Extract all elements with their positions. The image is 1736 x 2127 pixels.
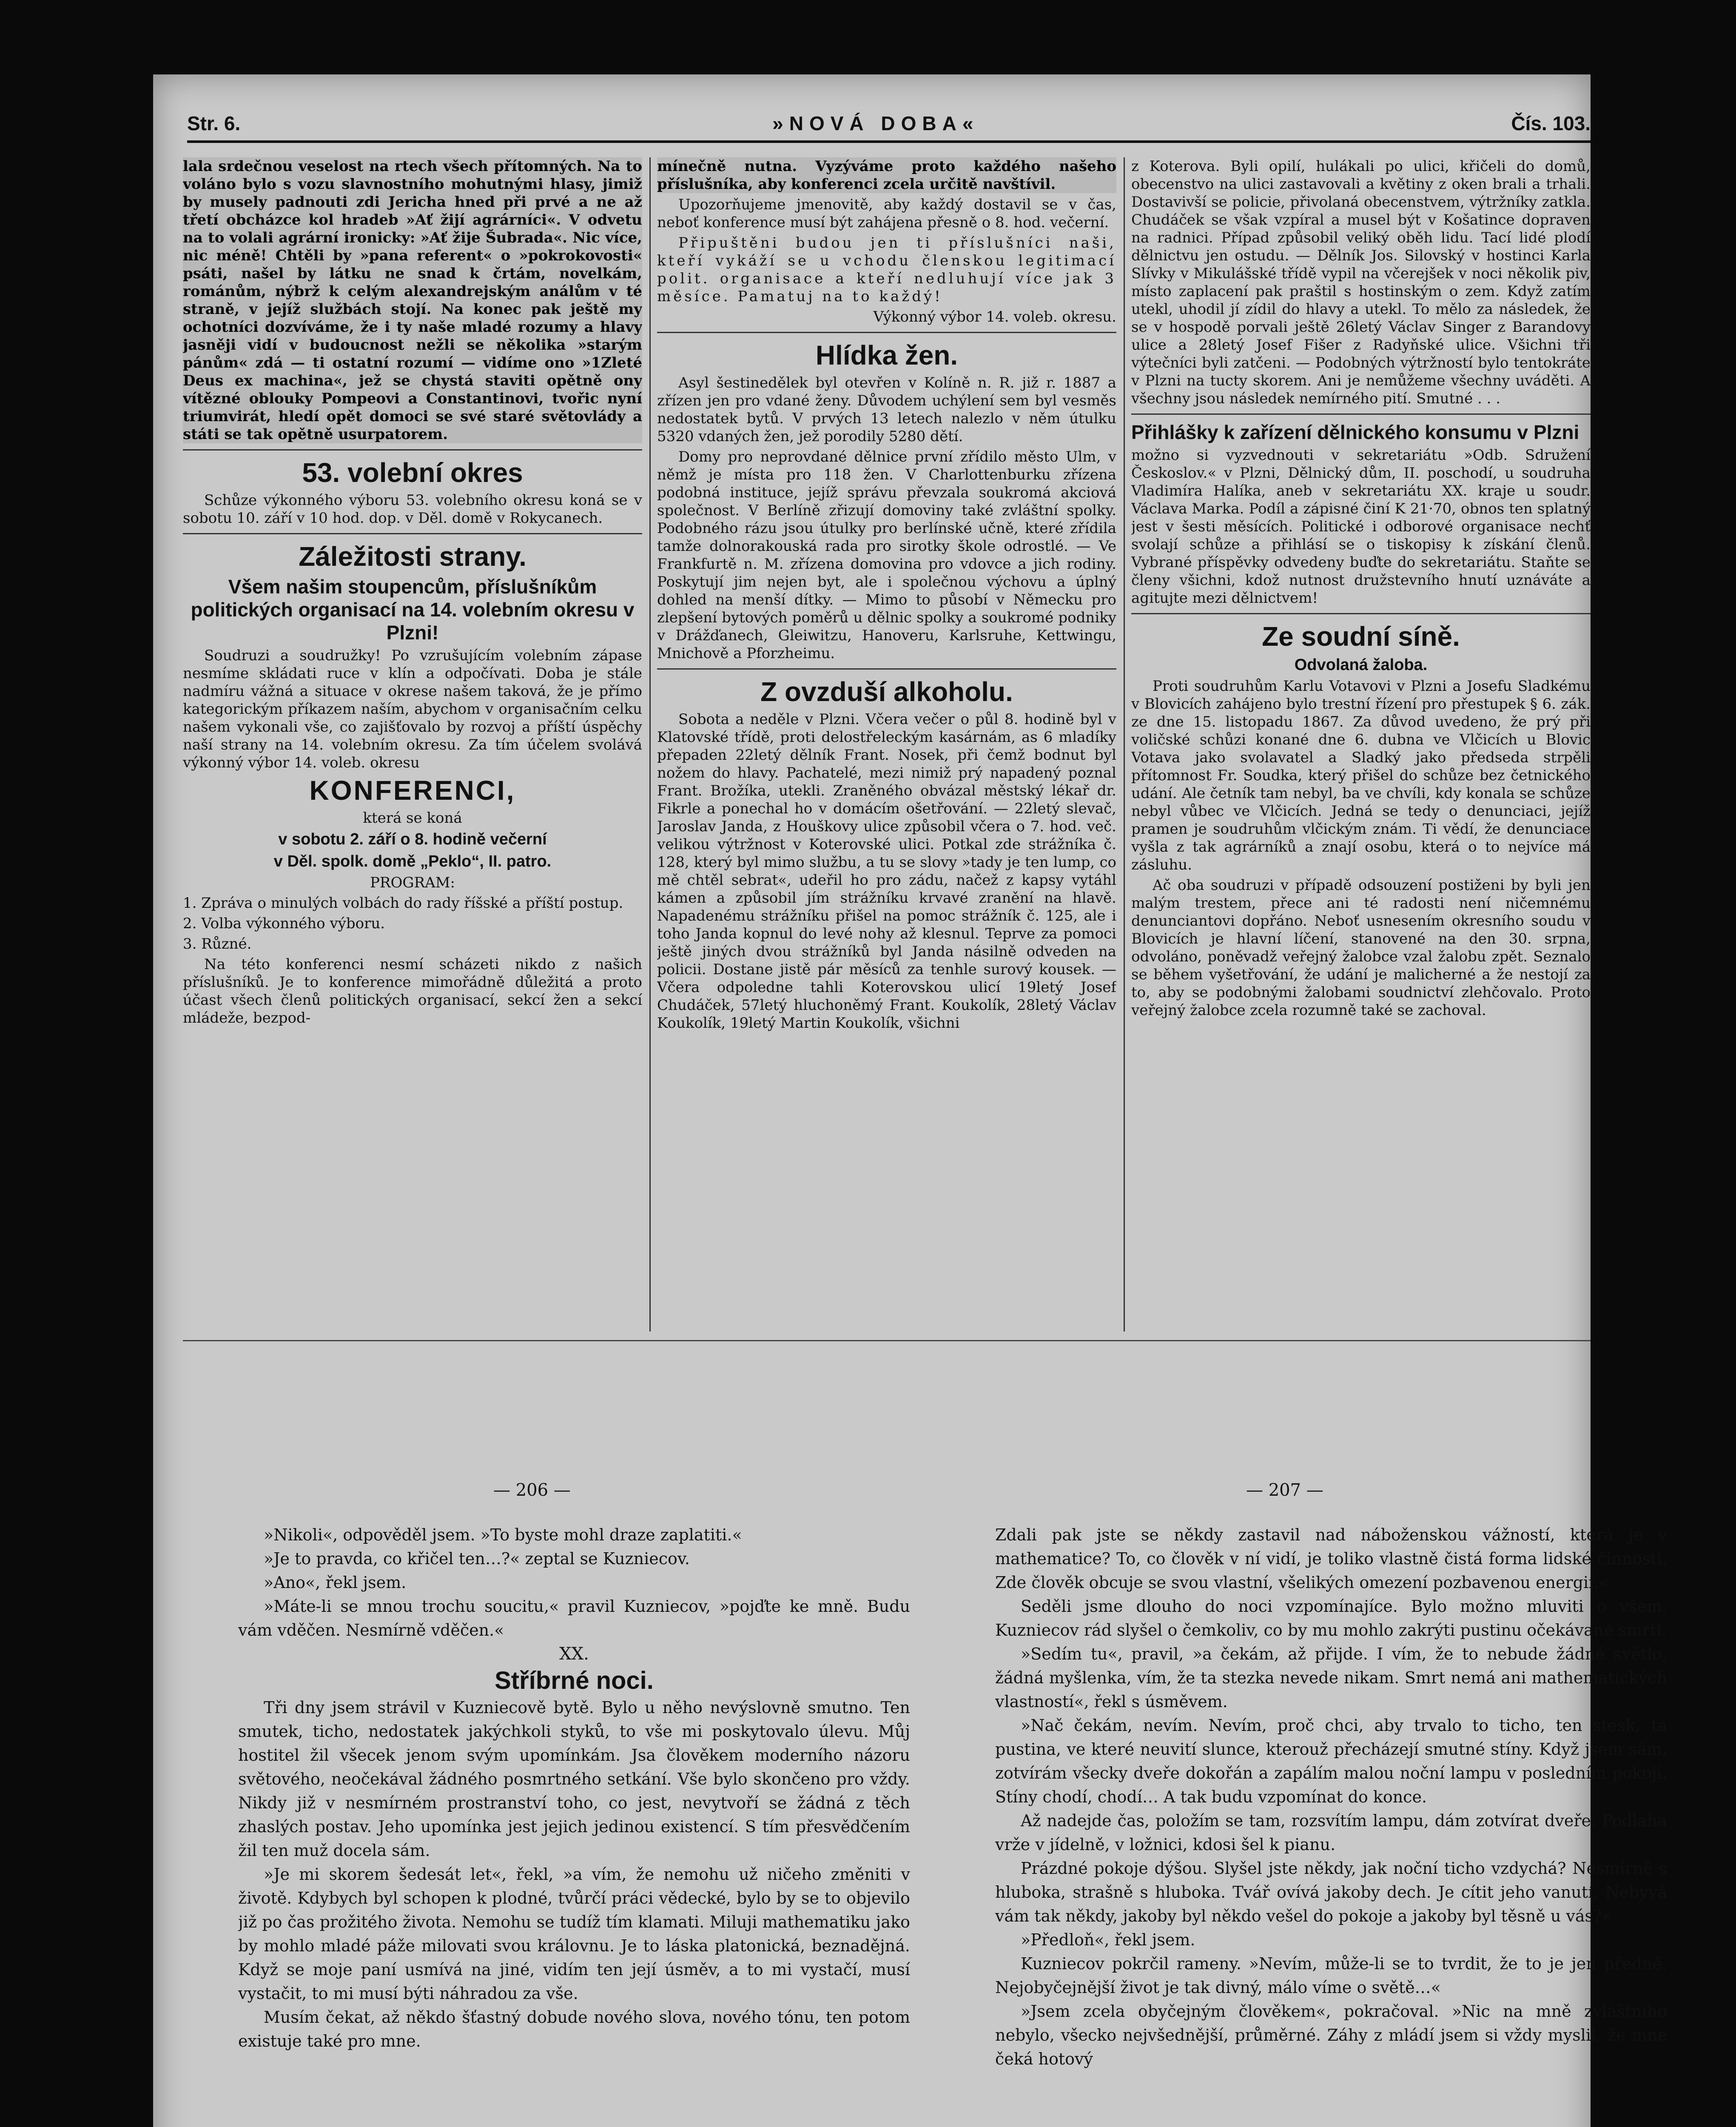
novel-paragraph: »Je mi skorem šedesát let«, řekl, »a vím, že nemohu už ničeho změniti v životě. Kdybych byl schopen k plodné, tvůrčí práci vědecké, bylo by se to objevilo již po čas prožitého života. Nemohu se tudíž tím klamati. Miluji mathematiku jako by mohlo mladé páže milovati svou královnu. Je to láska platonická, beznadějná. Když se moje paní usmívá na jiné, vidím ten její úsměv, a to mi vystačí, musí vystačit, to mi musí býti náhradou za vše. [238, 1865, 910, 2003]
column-2 [657, 157, 1116, 1332]
divider [1131, 613, 1591, 614]
konference-where: v Děl. spolk. domě „Peklo“, II. patro. [273, 853, 552, 870]
novel-paragraph: Kuzniecov pokrčil rameny. »Nevím, může-li se to tvrdit, že to je jen předně. Nejobyčejnější život je tak divný, málo víme o světě…« [995, 1954, 1667, 1997]
novel-paragraph: »Předloň«, řekl jsem. [1021, 1930, 1195, 1949]
okres-text: Schůze výkonného výboru 53. volebního okresu koná se v sobotu 10. září v 10 hod. dop. v Děl. domě v Rokycanech. [183, 492, 642, 527]
divider [657, 332, 1116, 333]
novel-paragraph: Musím čekat, až někdo šťastný dobude nového slova, nového tónu, ten potom existuje také pro mne. [238, 2008, 910, 2050]
appeal-text: Soudruzi a soudružky! Po vzrušujícím volebním zápase nesmíme skládati ruce v klín a odpočívati. Doba je stále nadmíru vážná a situace v okrese našem taková, že je přímo kategorickým příkazem naším, abychom v organisačním celku našem vykonali vše, co zajišťovalo by rozvoj a příští úspěchy naší strany na 14. volebním okresu. Za tím účelem svolává výkonný výbor 14. voleb. okresu [183, 647, 642, 771]
program-item: 3. Různé. [183, 935, 252, 952]
dialogue-line: »Je to pravda, co křičel ten…?« zeptal se Kuzniecov. [264, 1549, 690, 1568]
novel-left-page [238, 1523, 910, 2127]
konference-label: KONFERENCI, [309, 775, 516, 806]
page-number-left: — 206 — [493, 1480, 571, 1500]
page-number-right: — 207 — [1246, 1480, 1323, 1500]
chapter-number: XX. [559, 1644, 589, 1664]
novel-paragraph: Seděli jsme dlouho do noci vzpomínajíce. Bylo možno mluviti o všem. Kuzniecov rád slyšel o čemkoliv, co by mu mohlo zakrýti pustinu očekávané smrti. [995, 1597, 1667, 1639]
issue-number: Čís. 103. [1511, 112, 1591, 134]
divider [183, 449, 642, 450]
strana-heading: Záležitosti strany. [299, 541, 526, 572]
divider [1131, 413, 1591, 415]
zen-text: Domy pro neprovdané dělnice první zřídilo město Ulm, v němž je místa pro 118 žen. V Charlottenburku zřízena podobná instituce, jejíž správu převzala soukromá akciová společnost. V Berlíně zřizují domoviny také zvláštní spolky. Podobného rázu jsou útulky pro berlínské učně, které zřídila tamže dolnorakouská rada pro sirotky škole odrostlé. — Ve Frankfurtě n. M. zřízena domovina pro vdovce a jich rodiny. Poskytují jim nejen byt, ale i společnou výchovu a úplný dohled na menší dítky. — Mimo to působí v Německu pro zlepšení bytových poměrů u dělnic spolky a soukromé podniky v Drážďanech, Gleiwitzu, Hanoveru, Karlsruhe, Kettwingu, Mnichově a Pforzheimu. [657, 448, 1116, 662]
program-item: 2. Volba výkonného výboru. [183, 915, 385, 932]
newspaper-title: »NOVÁ DOBA« [772, 112, 979, 134]
program-item: 1. Zpráva o minulých volbách do rady říšské a příští postup. [183, 895, 623, 912]
soud-text: Proti soudruhům Karlu Votavovi v Plzni a Josefu Sladkému v Blovicích zahájeno bylo trestní řízení pro přestupek § 6. zák. ze dne 15. listopadu 1867. Za důvod uvedeno, že prý při voličské schůzi konané dne 6. dubna ve Vlčicích u Blovic Votava jako svolavatel a Sladký jako předseda strpěli přítomnost Fr. Soudka, který přišel do schůze bez četnického udání. Ale četník tam nebyl, ba ve chvíli, kdy konala se schůze nebyl vůbec ve Vlčicích. Jedná se tedy o denunciaci, jejíž pramen je soudruhům vlčickým znám. Ti vědí, že denunciace vyšla z tak agrárníků a znají osobu, která o to nejvíce má zásluhu. [1131, 678, 1591, 873]
page-header [187, 106, 1591, 143]
novel-paragraph: »Sedím tu«, pravil, »a čekám, až přijde. I vím, že to nebude žádné světlo, žádná myšlenka, vím, že ta stezka nevede nikam. Smrt nemá ani mathematických vlastností«, řekl s úsměvem. [995, 1645, 1667, 1711]
soud-heading: Ze soudní síně. [1262, 621, 1460, 652]
prihlasky-heading: Přihlášky k zařízení dělnického konsumu v Plzni [1131, 421, 1579, 443]
prihlasky-text: možno si vyzvednouti v sekretariátu »Odb. Sdružení Českoslov.« v Plzni, Dělnický dům, II. poschodí, u soudruha Vladimíra Halíka, aneb v sekretariátu XX. kraje u soudr. Václava Marka. Podíl a zápisné činí K 21·70, obnos ten splatný jest v šesti měsících. Politické i odborové organisace nechť svolají schůze a přihlásí se o tiskopisy k získání členů. Vybrané příspěvky odvedeny buďte do sekretariátu. Staňte se členy všichni, kdož nutnost družstevního hnutí uznáváte a agitujte mezi dělnictvem! [1131, 447, 1591, 607]
novel-paragraph: »Nač čekám, nevím. Nevím, proč chci, aby trvalo to ticho, ten stesk, ta pustina, ve které neuvití slunce, kterouž přecházejí smutné stíny. Když jsem sám, zotvírám všecky dveře dokořán a zapálím malou noční lampu v posledním pokoji. Stíny chodí, chodí… A tak budu vzpomínat do konce. [995, 1716, 1667, 1806]
column-1-intro: lala srdečnou veselost na rtech všech přítomných. Na to voláno bylo s vozu slavnostního mohutnými hlasy, jimiž by musely padnouti zdi Jericha hned při prvé a ne až třetí obcházce kol hradeb »Ať žijí agrárníci«. V odvetu na to volali agrární ironicky: »Ať žije Šubrada«. Nic více, nic méně! Chtěli by »pana referent« o »pokrokovosti« psáti, našel by látku ne snad k črtám, novelkám, románům, nýbrž k celým alexandrejským análům v té straně, v jejíž službách stojí. Na konec pak ještě my ochotníci dozvíváme, že i ty naše mladé rozumy a hlavy jasněji vidí v budoucnost nežli se několika »starým pánům« zdá — ti ostatní rozumí — vidíme ono »1Zleté Deus ex machina«, jež se chystá staviti opětně ony vítězné oblouky Pompeovi a Constantinovi, tvořic nyní triumvirát, hledí opět domoci se své staré světovlády a státi se tak opětně usurpatorem. [183, 158, 642, 443]
novel-paragraph: Tři dny jsem strávil v Kuzniecově bytě. Bylo u něho nevýslovně smutno. Ten smutek, ticho, nedostatek jakýchkoli styků, to vše mi poskytovalo úlevu. Můj hostitel žil všecek jenom svým upomínkám. Jsa člověkem moderního názoru světového, neočekával žádného posmrtného setkání. Vše bylo skončeno pro vždy. Nikdy již v nesmírném prostranství toho, co jest, nevytvoří se žádná z těch zhaslých postav. Jeho upomínka jest jejich jedinou existencí. S tím přesvědčením žil ten muž docela sám. [238, 1698, 910, 1860]
dialogue-line: »Máte-li se mnou trochu soucitu,« pravil Kuzniecov, »pojďte ke mně. Budu vám vděčen. Nesmírně vděčen.« [238, 1597, 910, 1639]
dialogue-line: »Ano«, řekl jsem. [264, 1573, 407, 1592]
soud-subheading: Odvolaná žaloba. [1294, 656, 1428, 674]
column-divider [649, 157, 651, 1332]
program-label: PROGRAM: [370, 874, 455, 891]
zen-heading: Hlídka žen. [815, 340, 958, 371]
column-2-intro: mínečně nutna. Vyzýváme proto každého našeho příslušníka, aby konferenci zcela určitě navštívil. [657, 158, 1116, 193]
divider [657, 668, 1116, 670]
section-divider [183, 1340, 1591, 1341]
novel-paragraph: Zdali pak jste se někdy zastavil nad náboženskou vážností, která je v mathematice? To, co člověk v ní vidí, je toliko vlastně čistá forma lidské činnosti. Zde člověk obcuje se svou vlastní, všelikých omezení pozbavenou energií.« [995, 1525, 1667, 1592]
page-label: Str. 6. [187, 112, 241, 134]
appeal-heading: Všem našim stoupencům, příslušníkům politických organisací na 14. volebním okresu v Plzni! [191, 576, 635, 644]
divider [183, 533, 642, 534]
column-3-intro: z Koterova. Byli opilí, hulákali po ulici, křičeli do domů, obecenstvo na ulici zastavovali a květiny z oken brali a trhali. Dostavivší se policie, přivolaná obecenstvem, výtržníky zatkla. Chudáček se však vzpíral a musel být v Košatince dopraven na radnici. Případ způsobil veliký oběh lidu. Tací lidé plodí dělnictvu jen ostudu. — Dělník Jos. Silovský v hostinci Karla Slívky v Mikulášské třídě vypil na včerejšek v noci několik piv, místo zaplacení pak praštil s hostinským o zem. Když zatím utekl, uhodil jí zídil do hlavy a utekl. To mělo za následek, že se v hospodě porvali ještě 26letý Václav Singer z Barandovy ulice a 28letý Josef Fišer z Radyňské ulice. Všichni tři výtečníci byli zatčeni. — Podobných výtržností bylo tentokráte v Plzni na tucty skorem. Ani je nemůžeme všechny uváděti. A všechny jsou následek nemírného pití. Smutné . . . [1131, 158, 1591, 407]
alkohol-heading: Z ovzduší alkoholu. [760, 676, 1013, 707]
novel-paragraph: Až nadejde čas, položím se tam, rozsvítím lampu, dám zotvírat dveře. Podlaha vrže v jídelně, v ložnici, kdosi šel k pianu. [995, 1811, 1667, 1854]
column-1 [183, 157, 642, 1332]
konference-closing: Na této konferenci nesmí scházeti nikdo z našich příslušníků. Je to konference mimořádně důležitá a proto účast všech členů politických organisací, sekcí žen a sekcí mládeže, bezpod- [183, 956, 642, 1026]
chapter-title: Stříbrné noci. [495, 1667, 654, 1694]
soud-text: Ač oba soudruzi v případě odsouzení postiženi by byli jen malým trestem, přece ani té radosti není ničemnému denunciantovi dopřáno. Neboť usnesením okresního soudu v Blovicích je hlavní líčení, stanovené na den 30. srpna, odvoláno, poněvadž veřejný žalobce vzal žalobu zpět. Seznalo se během vyšetřování, že udání je malicherné a že nestojí za to, aby se podobnými žalobami soudnictví zlehčovalo. Proto veřejný žalobce zcela rozumně také se zachoval. [1131, 877, 1591, 1019]
alkohol-text: Sobota a neděle v Plzni. Včera večer o půl 8. hodině byl v Klatovské třídě, proti delostřeleckým kasárnám, as 6 mladíky přepaden 22letý dělník Frant. Nosek, při čemž bodnut byl nožem do hlavy. Pachatelé, mezi nimiž prý napadený poznal Frant. Brožíka, utekli. Zraněného obvázal městský lékař dr. Fikrle a ponechal ho v domácím ošetřování. — 22letý slevač, Jaroslav Janda, z Houškovy ulice způsobil včera o 7. hod. več. velikou výtržnost v Koterovské ulici. Potkal zde strážníka č. 128, který byl mimo službu, a tu se slovy »tady je ten lump, co mě chtěl sebrat«, udeřil ho pro zádu, načež z kapsy vytáhl kámen a způsobil jím strážníku krvavé zranění na hlavě. Napadenému strážníku přišel na pomoc strážník č. 125, ale i toho Janda kopnul do levé nohy až klesnul. Teprve za pomoci ještě jiných dvou strážníků byl Janda násilně odveden na policii. Dostane jistě pár měsíců za tenhle surový kousek. — Včera odpoledne tahli Koterovskou ulicí 19letý Josef Chudáček, 57letý hluchoněmý Frant. Koukolík, 28letý Václav Koukolík, 19letý Martin Koukolík, všichni [657, 711, 1116, 1032]
column-divider [1124, 157, 1125, 1332]
novel-right-page [995, 1523, 1667, 2127]
column-3 [1131, 157, 1591, 1332]
column-2-notice: Upozorňujeme jmenovitě, aby každý dostavil se v čas, neboť konference musí být zahájena přesně o 8. hod. večerní. [657, 196, 1116, 231]
konference-when: v sobotu 2. září o 8. hodině večerní [278, 830, 547, 848]
novel-paragraph: Prázdné pokoje dýšou. Slyšel jste někdy, jak noční ticho vzdychá? Nesmírně s hluboka, strašně s hluboka. Tvář ovívá jakoby dech. Je cítit jeho vanutí. Nebyvá vám tak někdy, jakoby byl někdo vešel do pokoje a jakoby byl těsně u vás?« [995, 1859, 1667, 1925]
zen-text: Asyl šestinedělek byl otevřen v Kolíně n. R. již r. 1887 a zřízen jen pro vdané ženy. Důvodem uchýlení sem byl vesměs nedostatek bytů. V prvých 13 letech nalezlo v něm útulku 5320 vdaných žen, jež porodily 5280 dětí. [657, 374, 1116, 445]
dialogue-line: »Nikoli«, odpověděl jsem. »To byste mohl draze zaplatiti.« [264, 1525, 742, 1544]
konference-sub: která se koná [363, 810, 462, 827]
novel-paragraph: »Jsem zcela obyčejným člověkem«, pokračoval. »Nic na mně zvláštního nebylo, všecko nejvšednější, průměrné. Záhy z mládí jsem si vždy myslil, že mne čeká hotový [995, 2002, 1667, 2068]
okres-heading: 53. volební okres [302, 457, 523, 488]
signature: Výkonný výbor 14. voleb. okresu. [873, 308, 1116, 325]
column-2-admission: Připuštěni budou jen ti příslušníci naši, kteří vykáží se u vchodu členskou legitimací polit. organisace a kteří nedluhují více jak 3 měsíce. Pamatuj na to každý! [657, 234, 1116, 305]
